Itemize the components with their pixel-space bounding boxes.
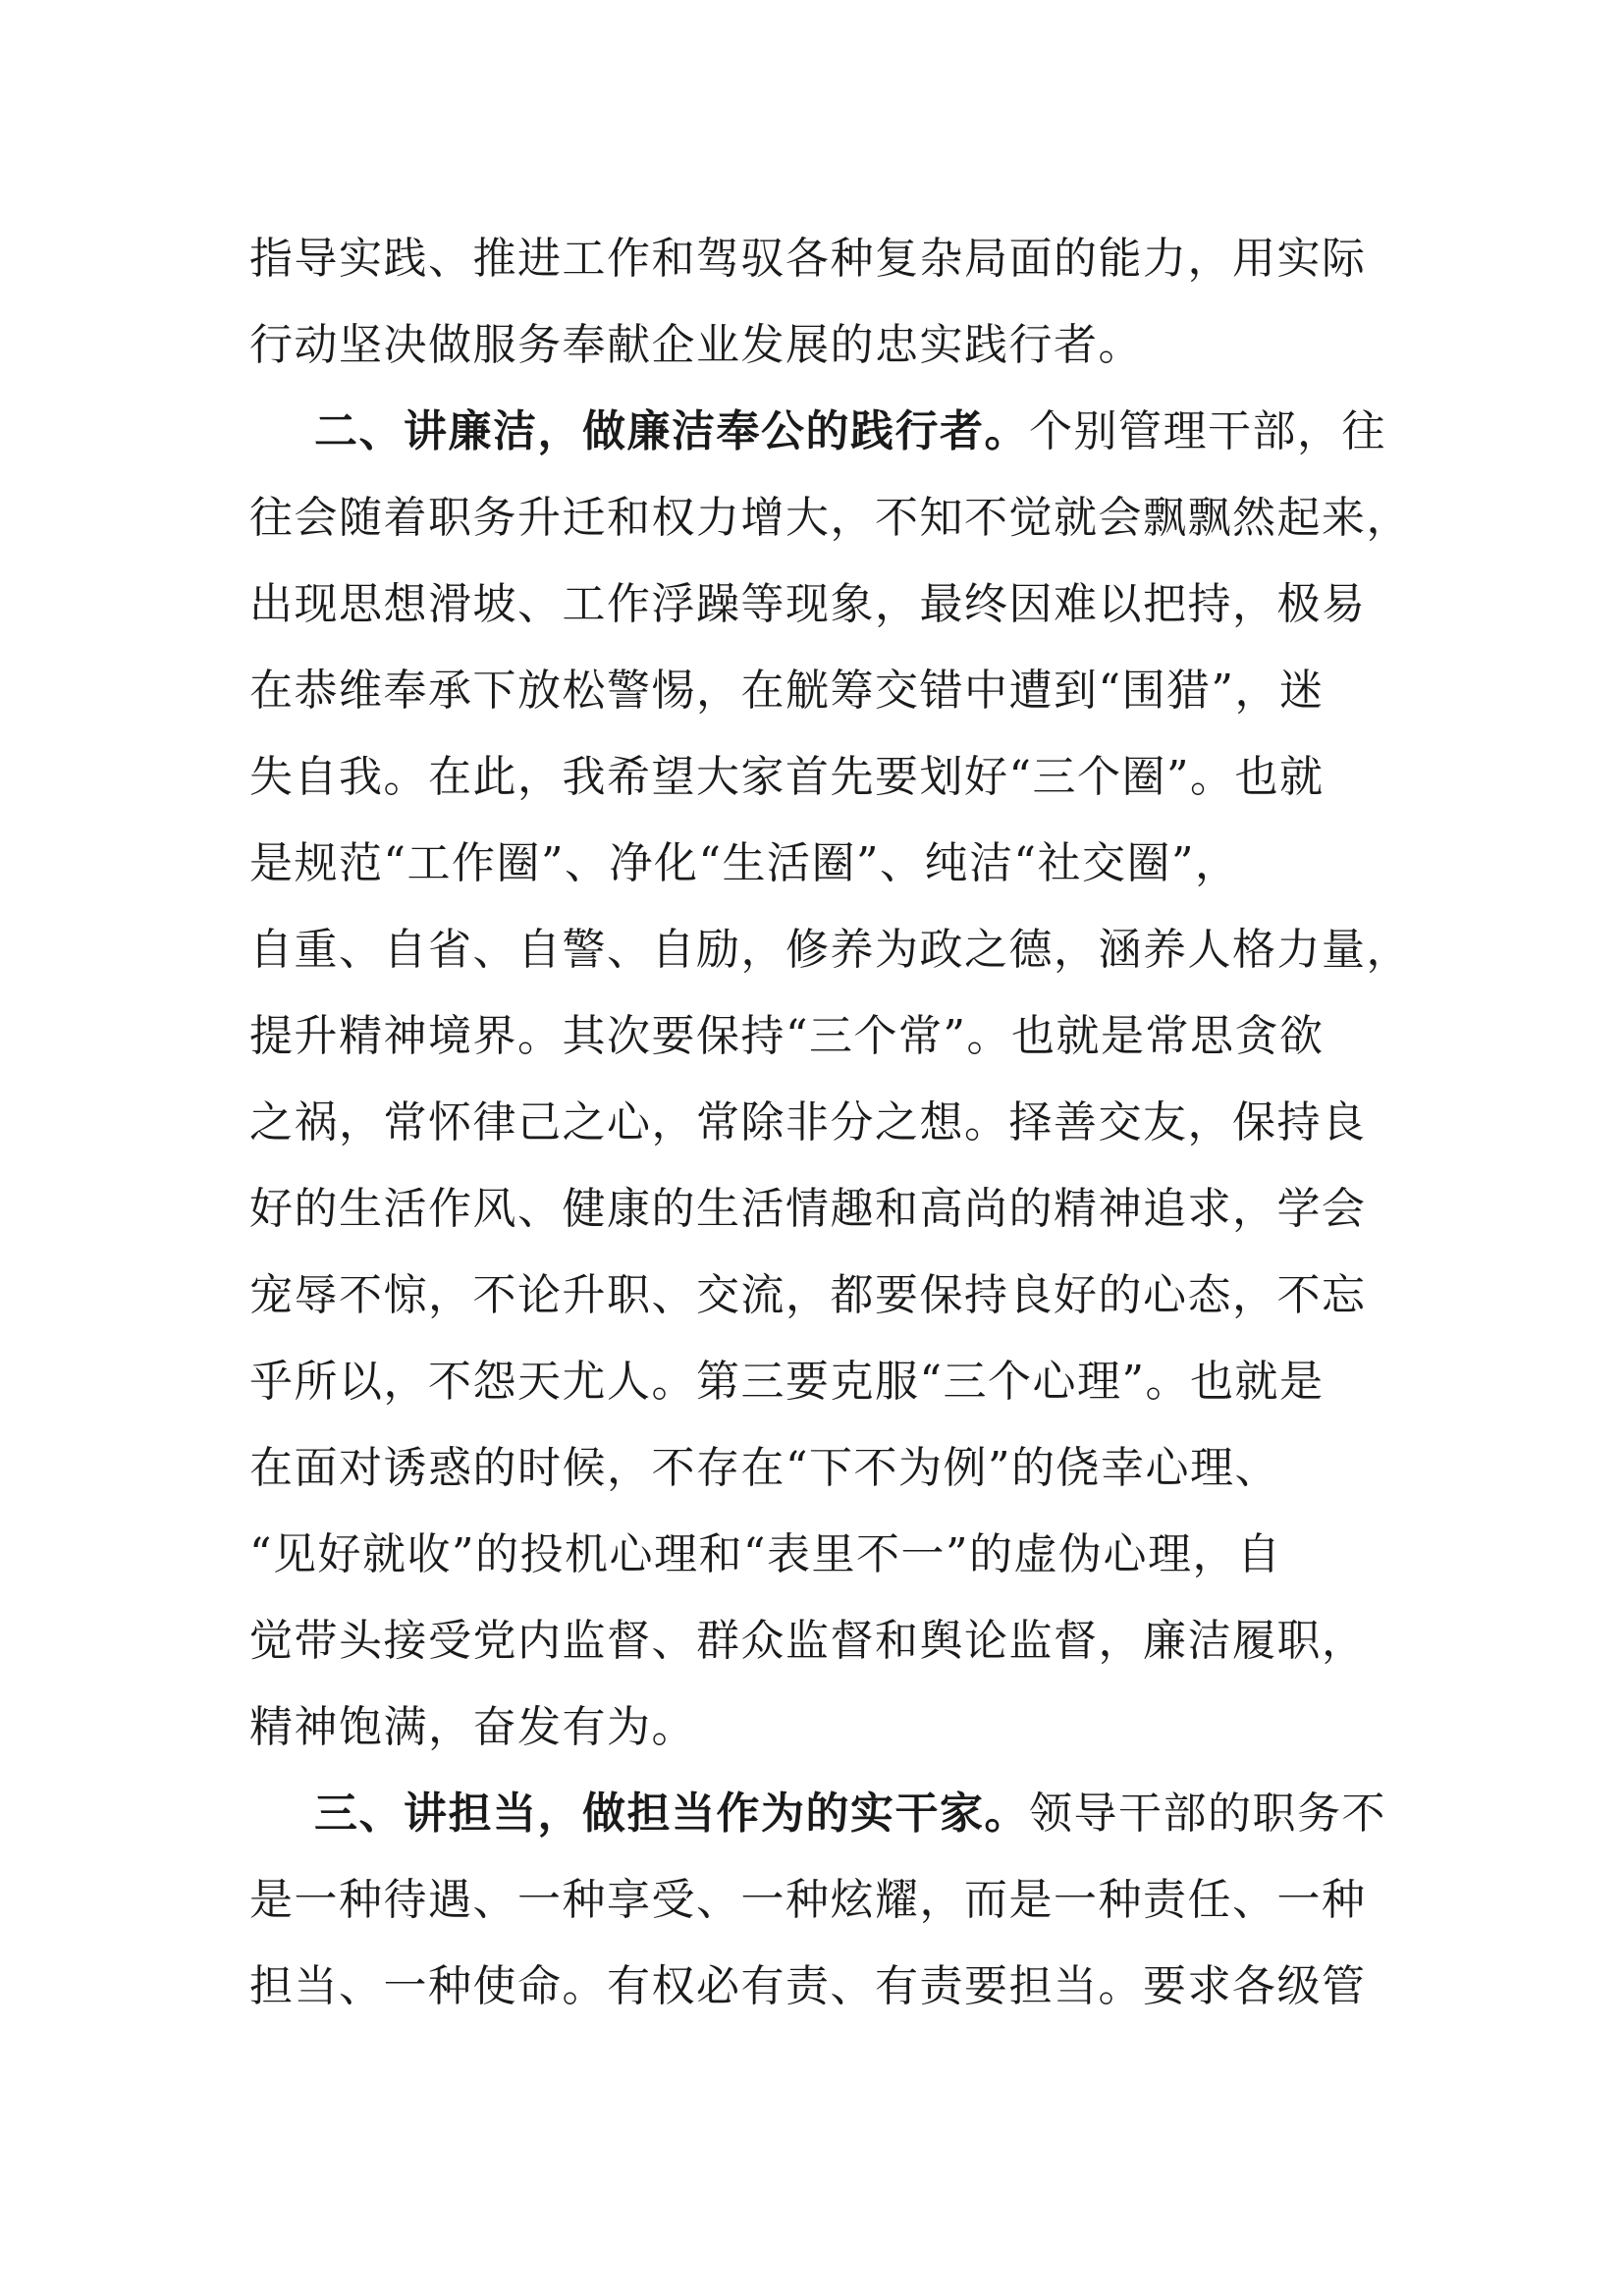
paragraph-first-line <box>249 1771 1386 1857</box>
paragraph-3 <box>249 1771 1386 2030</box>
text-line: 是规范“工作圈”、净化“生活圈”、纯洁“社交圈”， <box>249 838 1240 888</box>
text-line: 出现思想滑坡、工作浮躁等现象，最终因难以把持，极易 <box>249 579 1367 629</box>
text-line: 宠辱不惊，不论升职、交流，都要保持良好的心态，不忘 <box>249 1270 1367 1320</box>
text-line: 失自我。在此，我希望大家首先要划好“三个圈”。也就 <box>249 752 1325 802</box>
text-run: 领导干部的职务不 <box>1029 1789 1386 1839</box>
text-line: “见好就收”的投机心理和“表里不一”的虚伪心理，自 <box>249 1529 1282 1579</box>
section-heading: 三、讲担当，做担当作为的实干家。 <box>314 1789 1029 1839</box>
section-heading: 二、讲廉洁，做廉洁奉公的践行者。 <box>314 406 1029 456</box>
text-line: 行动坚决做服务奉献企业发展的忠实践行者。 <box>249 320 1143 370</box>
text-line: 精神饱满，奋发有为。 <box>249 1702 696 1752</box>
text-line: 指导实践、推进工作和驾驭各种复杂局面的能力，用实际 <box>249 234 1367 284</box>
document-page <box>249 216 1411 2030</box>
text-line: 乎所以，不怨天尤人。第三要克服“三个心理”。也就是 <box>249 1357 1325 1407</box>
text-line: 往会随着职务升迁和权力增大，不知不觉就会飘飘然起来， <box>249 493 1411 543</box>
text-line: 是一种待遇、一种享受、一种炫耀，而是一种责任、一种 <box>249 1875 1367 1925</box>
text-line: 在恭维奉承下放松警惕，在觥筹交错中遭到“围猎”，迷 <box>249 666 1325 716</box>
text-line: 提升精神境界。其次要保持“三个常”。也就是常思贪欲 <box>249 1011 1325 1061</box>
text-run: 个别管理干部，往 <box>1029 406 1386 456</box>
paragraph-1 <box>249 216 1375 389</box>
paragraph-2 <box>249 389 1411 1771</box>
text-line: 在面对诱惑的时候，不存在“下不为例”的侥幸心理、 <box>249 1443 1279 1493</box>
text-line: 自重、自省、自警、自励，修养为政之德，涵养人格力量， <box>249 925 1411 975</box>
text-line: 担当、一种使命。有权必有责、有责要担当。要求各级管 <box>249 1961 1367 2011</box>
text-line: 之祸，常怀律己之心，常除非分之想。择善交友，保持良 <box>249 1097 1367 1148</box>
text-line: 觉带头接受党内监督、群众监督和舆论监督，廉洁履职， <box>249 1616 1367 1666</box>
paragraph-first-line <box>249 389 1386 475</box>
text-line: 好的生活作风、健康的生活情趣和高尚的精神追求，学会 <box>249 1184 1367 1234</box>
